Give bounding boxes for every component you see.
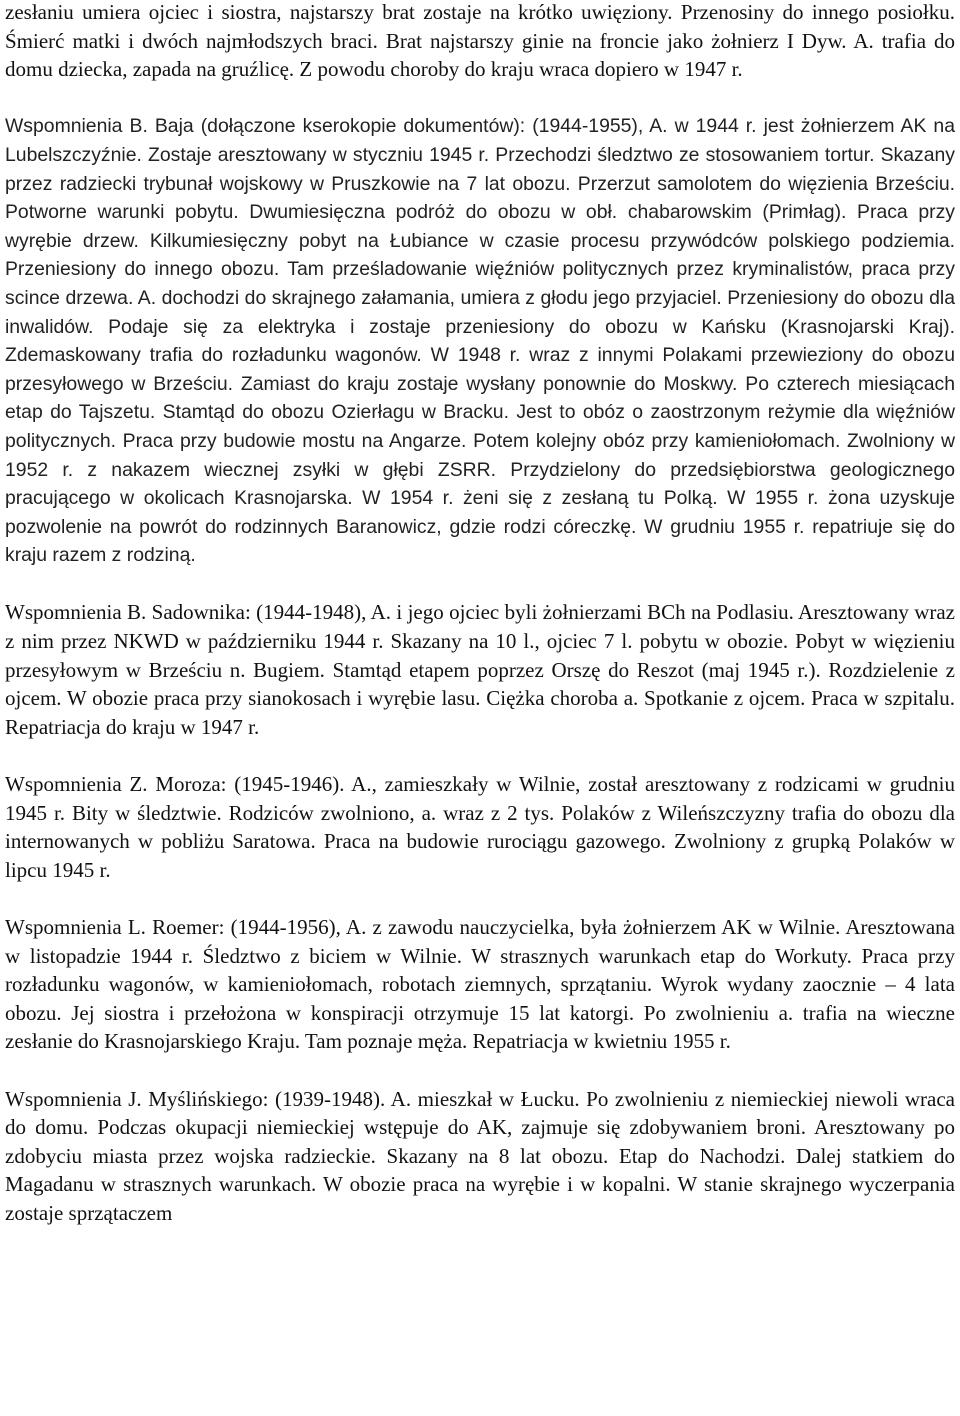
document-page: [5, 0, 955, 1256]
paragraph-roemer-memoir: Wspomnienia L. Roemer: (1944-1956), A. z zawodu nauczycielka, była żołnierzem AK w Wilnie. Aresztowana w listopadzie 1944 r. Śledztwo z biciem w Wilnie. W strasznych warunkach etap do Workuty. Praca przy rozładunku wagonów, w kamieniołomach, robotach ziemnych, sprzątaniu. Wyrok wydany zaocznie – 4 lata obozu. Jej siostra i przełożona w konspiracji otrzymuje 15 lat katorgi. Po zwolnieniu a. trafia na wieczne zesłanie do Krasnojarskiego Kraju. Tam poznaje męża. Repatriacja w kwietniu 1955 r.: [5, 915, 955, 1054]
paragraph-myslinski-memoir: Wspomnienia J. Myślińskiego: (1939-1948). A. mieszkał w Łucku. Po zwolnieniu z niemieckiej niewoli wraca do domu. Podczas okupacji niemieckiej wstępuje do AK, zajmuje się zdobywaniem broni. Aresztowany po zdobyciu miasta przez wojska radzieckie. Skazany na 8 lat obozu. Etap do Nachodzi. Dalej statkiem do Magadanu w strasznych warunkach. W obozie praca na wyrębie i w kopalni. W stanie skrajnego wyczerpania zostaje sprzątaczem: [5, 1086, 955, 1225]
paragraph-baj-memoir: Wspomnienia B. Baja (dołączone kserokopie dokumentów): (1944-1955), A. w 1944 r. jest żołnierzem AK na Lubelszczyźnie. Zostaje aresztowany w styczniu 1945 r. Przechodzi śledztwo ze stosowaniem tortur. Skazany przez radziecki trybunał wojskowy w Pruszkowie na 7 lat obozu. Przerzut samolotem do więzienia Brześciu. Potworne warunki pobytu. Dwumiesięczna podróż do obozu w obł. chabarowskim (Primłag). Praca przy wyrębie drzew. Kilkumiesięczny pobyt na Łubiance w czasie procesu przywódców polskiego podziemia. Przeniesiony do innego obozu. Tam prześladowanie więźniów politycznych przez kryminalistów, praca przy scince drzewa. A. dochodzi do skrajnego załamania, umiera z głodu jego przyjaciel. Przeniesiony do obozu dla inwalidów. Podaje się za elektryka i zostaje przeniesiony do obozu w Kańsku (Krasnojarski Kraj). Zdemaskowany trafia do rozładunku wagonów. W 1948 r. wraz z innymi Polakami przewieziony do obozu przesyłowego w Brześciu. Zamiast do kraju zostaje wysłany ponownie do Moskwy. Po czterech miesiącach etap do Tajszetu. Stamtąd do obozu Ozierłagu w Bracku. Jest to obóz o zaostrzonym reżymie dla więźniów politycznych. Praca przy budowie mostu na Angarze. Potem kolejny obóz przy kamieniołomach. Zwolniony w 1952 r. z nakazem wiecznej zsyłki w głębi ZSRR. Przydzielony do przedsiębiorstwa geologicznego pracującego w okolicach Krasnojarska. W 1954 r. żeni się z zesłaną tu Polką. W 1955 r. żona uzyskuje pozwolenie na powrót do rodzinnych Baranowicz, gdzie rodzi córeczkę. W grudniu 1955 r. repatriuje się do kraju razem z rodziną.: [5, 115, 955, 567]
paragraph-continuation: zesłaniu umiera ojciec i siostra, najstarszy brat zostaje na krótko uwięziony. Przenosiny do innego posiołku. Śmierć matki i dwóch najmłodszych braci. Brat najstarszy ginie na froncie jako żołnierz I Dyw. A. trafia do domu dziecka, zapada na gruźlicę. Z powodu choroby do kraju wraca dopiero w 1947 r.: [5, 0, 955, 82]
paragraph-moroz-memoir: Wspomnienia Z. Moroza: (1945-1946). A., zamieszkały w Wilnie, został aresztowany z rodzicami w grudniu 1945 r. Bity w śledztwie. Rodziców zwolniono, a. wraz z 2 tys. Polaków z Wileńszczyzny trafia do obozu dla internowanych w pobliżu Saratowa. Praca na budowie rurociągu gazowego. Zwolniony z grupką Polaków w lipcu 1945 r.: [5, 772, 955, 882]
paragraph-sadownik-memoir: Wspomnienia B. Sadownika: (1944-1948), A. i jego ojciec byli żołnierzami BCh na Podlasiu. Aresztowany wraz z nim przez NKWD w październiku 1944 r. Skazany na 10 l., ojciec 7 l. pobytu w obozie. Pobyt w więzieniu przesyłowym w Brześciu n. Bugiem. Stamtąd etapem poprzez Orszę do Reszot (maj 1945 r.). Rozdzielenie z ojcem. W obozie praca przy sianokosach i wyrębie lasu. Ciężka choroba a. Spotkanie z ojcem. Praca w szpitalu. Repatriacja do kraju w 1947 r.: [5, 600, 955, 739]
